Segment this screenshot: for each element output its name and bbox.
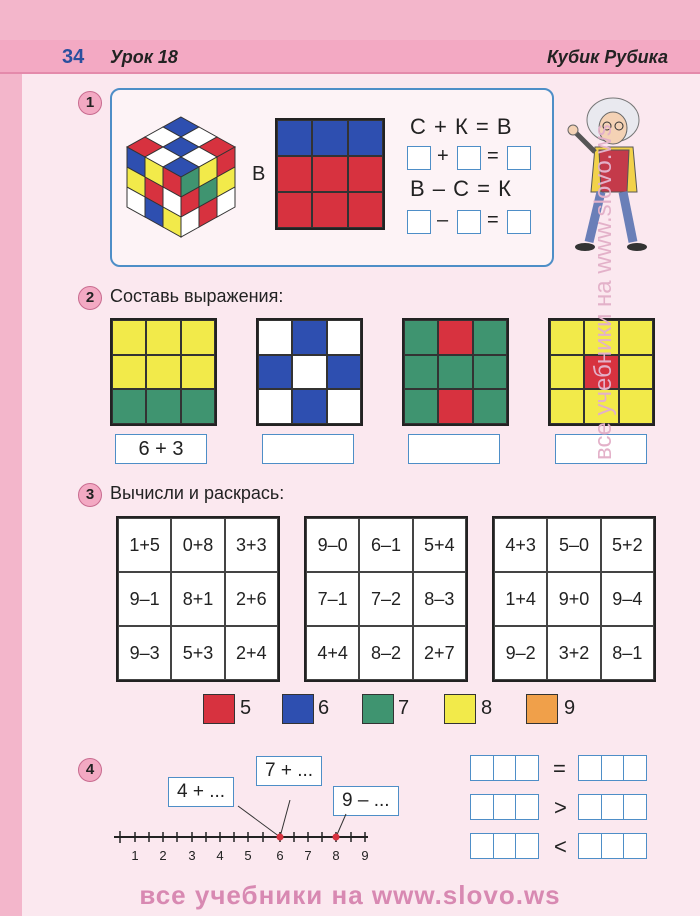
digit-box[interactable] <box>601 794 625 820</box>
calc-cell[interactable]: 3+3 <box>225 518 278 572</box>
digit-box[interactable] <box>578 794 602 820</box>
number-line <box>110 800 380 870</box>
digit-box[interactable] <box>578 755 602 781</box>
answer-box[interactable] <box>457 210 481 234</box>
calc-grid-2 <box>304 516 468 682</box>
calc-cell[interactable]: 5+2 <box>601 518 654 572</box>
equals-sign: = <box>487 145 499 167</box>
calc-cell[interactable]: 9–3 <box>118 626 171 680</box>
compare-right-1 <box>578 755 646 781</box>
digit-box[interactable] <box>623 755 647 781</box>
digit-box[interactable] <box>515 755 539 781</box>
task-3-number: 3 <box>78 483 102 507</box>
bottom-watermark: все учебники на www.slovo.ws <box>139 880 561 910</box>
task-1-number: 1 <box>78 91 102 115</box>
calc-grid-1 <box>116 516 280 682</box>
calc-cell[interactable]: 9+0 <box>547 572 600 626</box>
point-6 <box>277 834 284 841</box>
digit-box[interactable] <box>470 833 494 859</box>
calc-cell[interactable]: 2+6 <box>225 572 278 626</box>
calc-cell[interactable]: 9–4 <box>601 572 654 626</box>
equals-sign: = <box>487 209 499 231</box>
task-2-number: 2 <box>78 286 102 310</box>
digit-box[interactable] <box>493 794 517 820</box>
legend-value: 5 <box>240 697 252 719</box>
tick-label: 4 <box>216 848 224 863</box>
tick-label: 9 <box>361 848 369 863</box>
side-watermark: все учебники на www.slovo.ws <box>590 124 617 460</box>
cube-face-b <box>275 118 385 230</box>
equals-sign: = <box>553 756 566 781</box>
equation-difference: В – С = К <box>410 176 512 201</box>
calc-cell[interactable]: 8–2 <box>359 626 412 680</box>
rubik-cube-image <box>122 112 240 238</box>
legend-value: 9 <box>564 697 576 719</box>
calc-cell[interactable]: 1+5 <box>118 518 171 572</box>
topic-title: Кубик Рубика <box>546 47 668 67</box>
answer-box[interactable] <box>407 146 431 170</box>
task-4-number: 4 <box>78 758 102 782</box>
answer-box[interactable] <box>407 210 431 234</box>
digit-box[interactable] <box>623 794 647 820</box>
calc-cell[interactable]: 5–0 <box>547 518 600 572</box>
answer-box[interactable] <box>507 146 531 170</box>
tick-label: 8 <box>332 848 340 863</box>
expression-box: 4 + ... <box>168 777 234 807</box>
calc-cell[interactable]: 3+2 <box>547 626 600 680</box>
point-8 <box>333 834 340 841</box>
calc-cell[interactable]: 9–1 <box>118 572 171 626</box>
legend-swatch-yellow <box>444 694 476 724</box>
compare-left-1 <box>470 755 538 781</box>
legend-value: 7 <box>398 697 410 719</box>
calc-cell[interactable]: 8–1 <box>601 626 654 680</box>
calc-cell[interactable]: 8–3 <box>413 572 466 626</box>
tick-label: 6 <box>276 848 284 863</box>
task-2-title: Составь выражения: <box>110 286 284 306</box>
cube-face-1 <box>110 318 217 426</box>
answer-box[interactable] <box>507 210 531 234</box>
digit-box[interactable] <box>515 833 539 859</box>
digit-box[interactable] <box>578 833 602 859</box>
expression-answer-2[interactable] <box>262 434 354 464</box>
calc-cell[interactable]: 2+7 <box>413 626 466 680</box>
cube-face-2 <box>256 318 363 426</box>
tick-label: 2 <box>159 848 167 863</box>
calc-cell[interactable]: 0+8 <box>171 518 224 572</box>
tick-label: 7 <box>304 848 312 863</box>
legend-swatch-orange <box>526 694 558 724</box>
legend-swatch-red <box>203 694 235 724</box>
calc-cell[interactable]: 5+4 <box>413 518 466 572</box>
digit-box[interactable] <box>515 794 539 820</box>
plus-sign: + <box>437 145 449 167</box>
expression-box: 9 – ... <box>333 786 399 816</box>
expression-answer-3[interactable] <box>408 434 500 464</box>
tick-label: 5 <box>244 848 252 863</box>
face-label-b: В <box>252 163 267 185</box>
calc-cell[interactable]: 9–2 <box>494 626 547 680</box>
digit-box[interactable] <box>623 833 647 859</box>
calc-cell[interactable]: 7–1 <box>306 572 359 626</box>
calc-cell[interactable]: 7–2 <box>359 572 412 626</box>
calc-cell[interactable]: 5+3 <box>171 626 224 680</box>
equation-sum: С + К = В <box>410 114 513 139</box>
calc-cell[interactable]: 2+4 <box>225 626 278 680</box>
page-number: 34 <box>62 46 85 68</box>
digit-box[interactable] <box>470 755 494 781</box>
compare-right-2 <box>578 794 646 820</box>
digit-box[interactable] <box>493 833 517 859</box>
calc-cell[interactable]: 8+1 <box>171 572 224 626</box>
lesson-title: Урок 18 <box>110 47 178 67</box>
expression-answer-1[interactable]: 6 + 3 <box>115 434 207 464</box>
compare-left-3 <box>470 833 538 859</box>
calc-grid-3 <box>492 516 656 682</box>
compare-right-3 <box>578 833 646 859</box>
calc-cell[interactable]: 6–1 <box>359 518 412 572</box>
calc-cell[interactable]: 4+4 <box>306 626 359 680</box>
expression-box: 7 + ... <box>256 756 322 786</box>
legend-swatch-blue <box>282 694 314 724</box>
minus-sign: – <box>437 209 449 231</box>
digit-box[interactable] <box>470 794 494 820</box>
tick-label: 1 <box>131 848 139 863</box>
calc-cell[interactable]: 4+3 <box>494 518 547 572</box>
answer-box[interactable] <box>457 146 481 170</box>
legend-swatch-green <box>362 694 394 724</box>
calc-cell[interactable]: 9–0 <box>306 518 359 572</box>
legend-value: 8 <box>481 697 493 719</box>
compare-left-2 <box>470 794 538 820</box>
greater-sign: > <box>554 795 567 820</box>
less-sign: < <box>554 834 567 859</box>
cube-face-3 <box>402 318 509 426</box>
digit-box[interactable] <box>601 755 625 781</box>
digit-box[interactable] <box>601 833 625 859</box>
calc-cell[interactable]: 1+4 <box>494 572 547 626</box>
digit-box[interactable] <box>493 755 517 781</box>
tick-label: 3 <box>188 848 196 863</box>
legend-value: 6 <box>318 697 330 719</box>
task-3-title: Вычисли и раскрась: <box>110 483 285 503</box>
